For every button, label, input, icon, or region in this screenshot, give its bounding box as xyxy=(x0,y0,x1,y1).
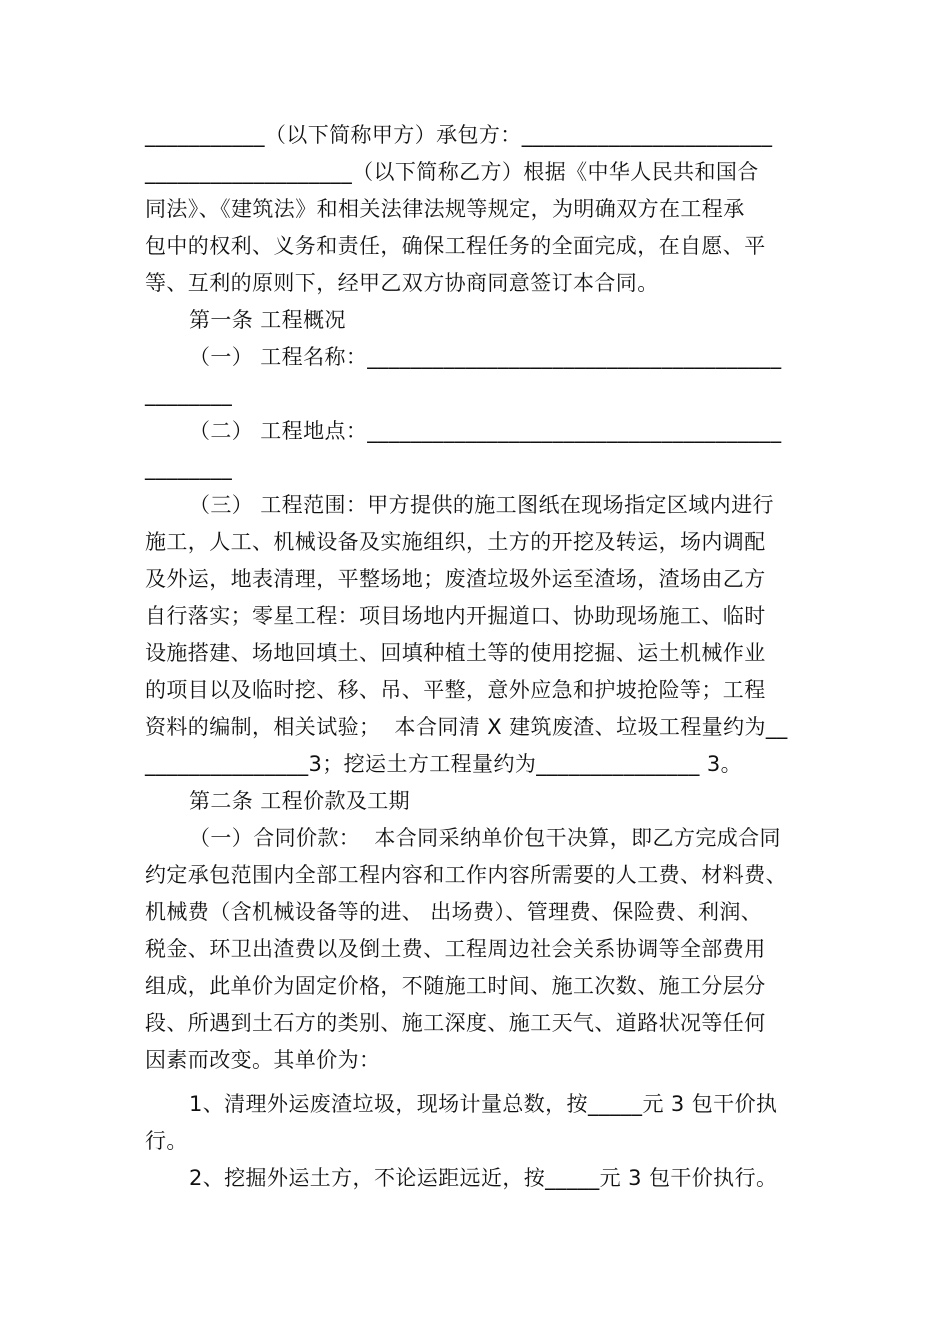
paragraph-line: 因素而改变。其单价为： xyxy=(145,1048,381,1072)
paragraph-line: 等、互利的原则下，经甲乙双方协商同意签订本合同。 xyxy=(145,271,659,295)
list-item: 2、挖掘外运土方，不论运距远近，按_____元 3 包干价执行。 xyxy=(189,1166,778,1190)
paragraph-line: 自行落实；零星工程：项目场地内开掘道口、协助现场施工、临时 xyxy=(145,604,766,628)
paragraph-line: 组成，此单价为固定价格，不随施工时间、施工次数、施工分层分 xyxy=(145,974,766,998)
paragraph-line: 同法》、《建筑法》和相关法律法规等规定，为明确双方在工程承 xyxy=(145,197,745,221)
paragraph-line: 约定承包范围内全部工程内容和工作内容所需要的人工费、材料费、 xyxy=(145,863,787,887)
section-heading: 第一条 工程概况 xyxy=(189,308,346,332)
paragraph-line: 施工，人工、机械设备及实施组织，土方的开挖及转运，场内调配 xyxy=(145,530,766,554)
paragraph-line: _______________3；挖运土方工程量约为_______________ 3。 xyxy=(145,752,742,776)
paragraph-line: ___________（以下简称甲方）承包方：_______________________ xyxy=(145,123,773,147)
section-heading: 第二条 工程价款及工期 xyxy=(189,789,411,813)
paragraph-line: （二） 工程地点：______________________________________ xyxy=(189,419,782,443)
list-item: 1、清理外运废渣垃圾，现场计量总数，按_____元 3 包干价执 xyxy=(189,1092,778,1116)
paragraph-line: ___________________（以下简称乙方）根据《中华人民共和国合 xyxy=(145,160,759,184)
paragraph-line: 及外运，地表清理，平整场地；废渣垃圾外运至渣场，渣场由乙方 xyxy=(145,567,766,591)
paragraph-line: 包中的权利、义务和责任，确保工程任务的全面完成，在自愿、平 xyxy=(145,234,766,258)
paragraph-line: （一） 工程名称：______________________________________ xyxy=(189,345,782,369)
paragraph-line: 段、所遇到土石方的类别、施工深度、施工天气、道路状况等任何 xyxy=(145,1011,766,1035)
paragraph-line: 设施搭建、场地回填土、回填种植土等的使用挖掘、运土机械作业 xyxy=(145,641,766,665)
paragraph-line: ________ xyxy=(145,456,233,480)
paragraph-line: （三） 工程范围：甲方提供的施工图纸在现场指定区域内进行 xyxy=(189,493,774,517)
paragraph-line: 的项目以及临时挖、移、吊、平整，意外应急和护坡抢险等；工程 xyxy=(145,678,766,702)
paragraph-line: 机械费（含机械设备等的进、 出场费）、管理费、保险费、利润、 xyxy=(145,900,763,924)
paragraph-line: 资料的编制，相关试验； 本合同清 X 建筑废渣、垃圾工程量约为__ xyxy=(145,715,788,739)
paragraph-line: ________ xyxy=(145,382,233,406)
paragraph-line: （一）合同价款： 本合同采纳单价包干决算，即乙方完成合同 xyxy=(189,826,781,850)
list-item-continuation: 行。 xyxy=(145,1129,188,1153)
paragraph-line: 税金、环卫出渣费以及倒土费、工程周边社会关系协调等全部费用 xyxy=(145,937,766,961)
